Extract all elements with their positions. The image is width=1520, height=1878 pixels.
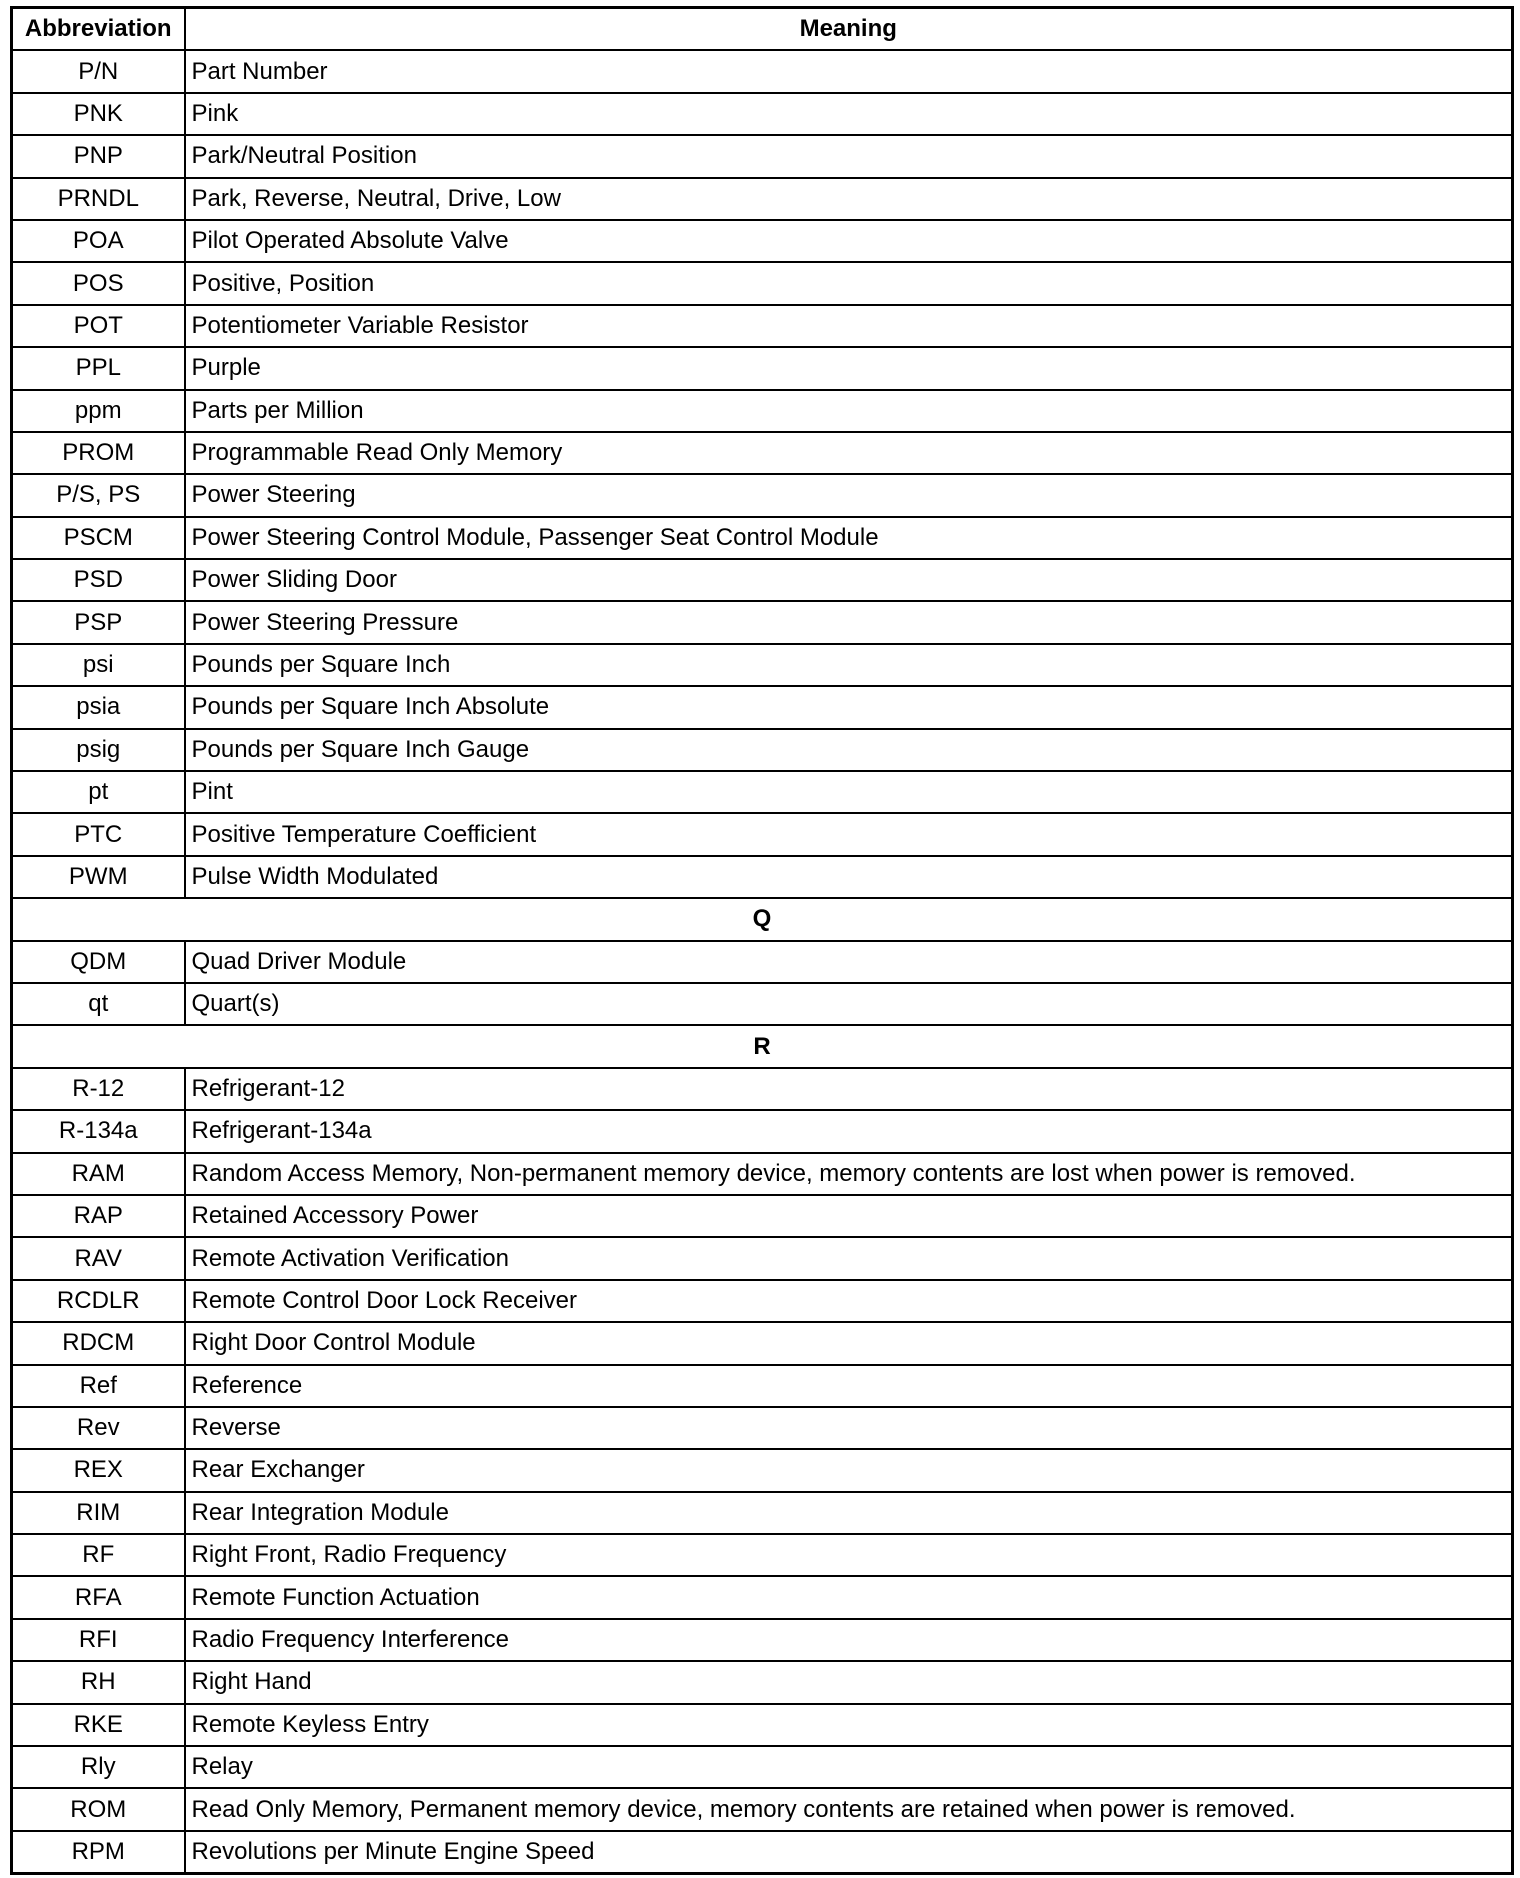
meaning-cell: Reference	[185, 1365, 1513, 1407]
meaning-cell: Remote Keyless Entry	[185, 1704, 1513, 1746]
table-row	[12, 1110, 1513, 1152]
abbreviation-cell: Rev	[12, 1407, 185, 1449]
meaning-cell: Park/Neutral Position	[185, 135, 1513, 177]
abbreviation-cell: RIM	[12, 1492, 185, 1534]
header-row	[12, 8, 1513, 51]
table-row	[12, 771, 1513, 813]
table-row	[12, 220, 1513, 262]
meaning-cell: Potentiometer Variable Resistor	[185, 305, 1513, 347]
abbreviation-cell: RCDLR	[12, 1280, 185, 1322]
table-row	[12, 559, 1513, 601]
table-row	[12, 432, 1513, 474]
meaning-cell: Parts per Million	[185, 390, 1513, 432]
meaning-cell: Random Access Memory, Non-permanent memory device, memory contents are lost when power is removed.	[185, 1153, 1513, 1195]
abbreviation-cell: PWM	[12, 856, 185, 898]
meaning-cell: Positive Temperature Coefficient	[185, 813, 1513, 855]
abbreviation-cell: PNK	[12, 93, 185, 135]
meaning-cell: Right Door Control Module	[185, 1322, 1513, 1364]
table-row	[12, 1365, 1513, 1407]
meaning-cell: Purple	[185, 347, 1513, 389]
table-row	[12, 1407, 1513, 1449]
abbreviation-cell: psi	[12, 644, 185, 686]
meaning-cell: Retained Accessory Power	[185, 1195, 1513, 1237]
table-row	[12, 686, 1513, 728]
meaning-cell: Park, Reverse, Neutral, Drive, Low	[185, 178, 1513, 220]
table-row	[12, 1831, 1513, 1874]
abbreviation-cell: Ref	[12, 1365, 185, 1407]
table-body	[12, 50, 1513, 1873]
abbreviation-cell: ppm	[12, 390, 185, 432]
abbreviation-cell: POA	[12, 220, 185, 262]
meaning-cell: Pounds per Square Inch Absolute	[185, 686, 1513, 728]
table-row	[12, 813, 1513, 855]
meaning-cell: Right Hand	[185, 1661, 1513, 1703]
meaning-cell: Relay	[185, 1746, 1513, 1788]
table-row	[12, 135, 1513, 177]
table-row	[12, 1237, 1513, 1279]
meaning-cell: Refrigerant-134a	[185, 1110, 1513, 1152]
abbreviation-cell: POT	[12, 305, 185, 347]
abbreviation-cell: R-12	[12, 1068, 185, 1110]
meaning-cell: Part Number	[185, 50, 1513, 92]
section-row	[12, 1025, 1513, 1067]
abbreviation-cell: RPM	[12, 1831, 185, 1874]
meaning-cell: Remote Function Actuation	[185, 1576, 1513, 1618]
table-row	[12, 262, 1513, 304]
table-row	[12, 517, 1513, 559]
section-row	[12, 898, 1513, 940]
table-row	[12, 178, 1513, 220]
meaning-cell: Pounds per Square Inch Gauge	[185, 729, 1513, 771]
meaning-cell: Power Steering Control Module, Passenger Seat Control Module	[185, 517, 1513, 559]
meaning-cell: Refrigerant-12	[185, 1068, 1513, 1110]
table-row	[12, 50, 1513, 92]
meaning-cell: Rear Exchanger	[185, 1449, 1513, 1491]
abbreviation-cell: qt	[12, 983, 185, 1025]
meaning-cell: Read Only Memory, Permanent memory device, memory contents are retained when power is removed.	[185, 1788, 1513, 1830]
meaning-cell: Remote Control Door Lock Receiver	[185, 1280, 1513, 1322]
meaning-cell: Revolutions per Minute Engine Speed	[185, 1831, 1513, 1874]
abbreviation-cell: RH	[12, 1661, 185, 1703]
meaning-cell: Programmable Read Only Memory	[185, 432, 1513, 474]
meaning-cell: Power Sliding Door	[185, 559, 1513, 601]
abbreviation-cell: PROM	[12, 432, 185, 474]
table-row	[12, 1661, 1513, 1703]
abbreviation-cell: P/N	[12, 50, 185, 92]
table-row	[12, 474, 1513, 516]
abbreviation-cell: PTC	[12, 813, 185, 855]
table-row	[12, 1746, 1513, 1788]
abbreviation-cell: psia	[12, 686, 185, 728]
meaning-cell: Positive, Position	[185, 262, 1513, 304]
table-row	[12, 1619, 1513, 1661]
meaning-cell: Quart(s)	[185, 983, 1513, 1025]
table-row	[12, 644, 1513, 686]
table-row	[12, 1704, 1513, 1746]
table-row	[12, 856, 1513, 898]
meaning-cell: Pulse Width Modulated	[185, 856, 1513, 898]
table-row	[12, 347, 1513, 389]
table-row	[12, 390, 1513, 432]
table-row	[12, 1492, 1513, 1534]
abbreviation-cell: RFA	[12, 1576, 185, 1618]
abbreviation-column-header: Abbreviation	[12, 8, 185, 51]
abbreviation-cell: REX	[12, 1449, 185, 1491]
meaning-cell: Reverse	[185, 1407, 1513, 1449]
abbreviation-cell: Rly	[12, 1746, 185, 1788]
abbreviation-table	[10, 6, 1514, 1875]
meaning-cell: Quad Driver Module	[185, 941, 1513, 983]
abbreviation-cell: RAP	[12, 1195, 185, 1237]
table-row	[12, 1195, 1513, 1237]
abbreviation-cell: PSP	[12, 601, 185, 643]
meaning-column-header: Meaning	[185, 8, 1513, 51]
table-row	[12, 1449, 1513, 1491]
abbreviation-cell: POS	[12, 262, 185, 304]
meaning-cell: Remote Activation Verification	[185, 1237, 1513, 1279]
table-row	[12, 1576, 1513, 1618]
section-heading: R	[12, 1025, 1513, 1067]
abbreviation-cell: ROM	[12, 1788, 185, 1830]
abbreviation-cell: pt	[12, 771, 185, 813]
section-heading: Q	[12, 898, 1513, 940]
abbreviation-cell: psig	[12, 729, 185, 771]
meaning-cell: Pink	[185, 93, 1513, 135]
abbreviation-cell: RAM	[12, 1153, 185, 1195]
table-row	[12, 1280, 1513, 1322]
abbreviation-cell: P/S, PS	[12, 474, 185, 516]
abbreviation-cell: RDCM	[12, 1322, 185, 1364]
table-row	[12, 729, 1513, 771]
abbreviation-cell: RFI	[12, 1619, 185, 1661]
table-row	[12, 1534, 1513, 1576]
meaning-cell: Power Steering	[185, 474, 1513, 516]
abbreviation-cell: PRNDL	[12, 178, 185, 220]
abbreviation-cell: QDM	[12, 941, 185, 983]
abbreviation-cell: PSD	[12, 559, 185, 601]
abbreviation-cell: PPL	[12, 347, 185, 389]
meaning-cell: Right Front, Radio Frequency	[185, 1534, 1513, 1576]
abbreviation-cell: PSCM	[12, 517, 185, 559]
meaning-cell: Power Steering Pressure	[185, 601, 1513, 643]
abbreviation-cell: RAV	[12, 1237, 185, 1279]
table-row	[12, 941, 1513, 983]
meaning-cell: Pilot Operated Absolute Valve	[185, 220, 1513, 262]
table-row	[12, 1788, 1513, 1830]
abbreviation-cell: PNP	[12, 135, 185, 177]
meaning-cell: Rear Integration Module	[185, 1492, 1513, 1534]
table-row	[12, 1153, 1513, 1195]
meaning-cell: Radio Frequency Interference	[185, 1619, 1513, 1661]
table-row	[12, 1068, 1513, 1110]
table-row	[12, 305, 1513, 347]
abbreviation-cell: R-134a	[12, 1110, 185, 1152]
abbreviation-cell: RKE	[12, 1704, 185, 1746]
abbreviation-cell: RF	[12, 1534, 185, 1576]
meaning-cell: Pounds per Square Inch	[185, 644, 1513, 686]
table-row	[12, 983, 1513, 1025]
meaning-cell: Pint	[185, 771, 1513, 813]
table-row	[12, 1322, 1513, 1364]
table-row	[12, 93, 1513, 135]
table-row	[12, 601, 1513, 643]
